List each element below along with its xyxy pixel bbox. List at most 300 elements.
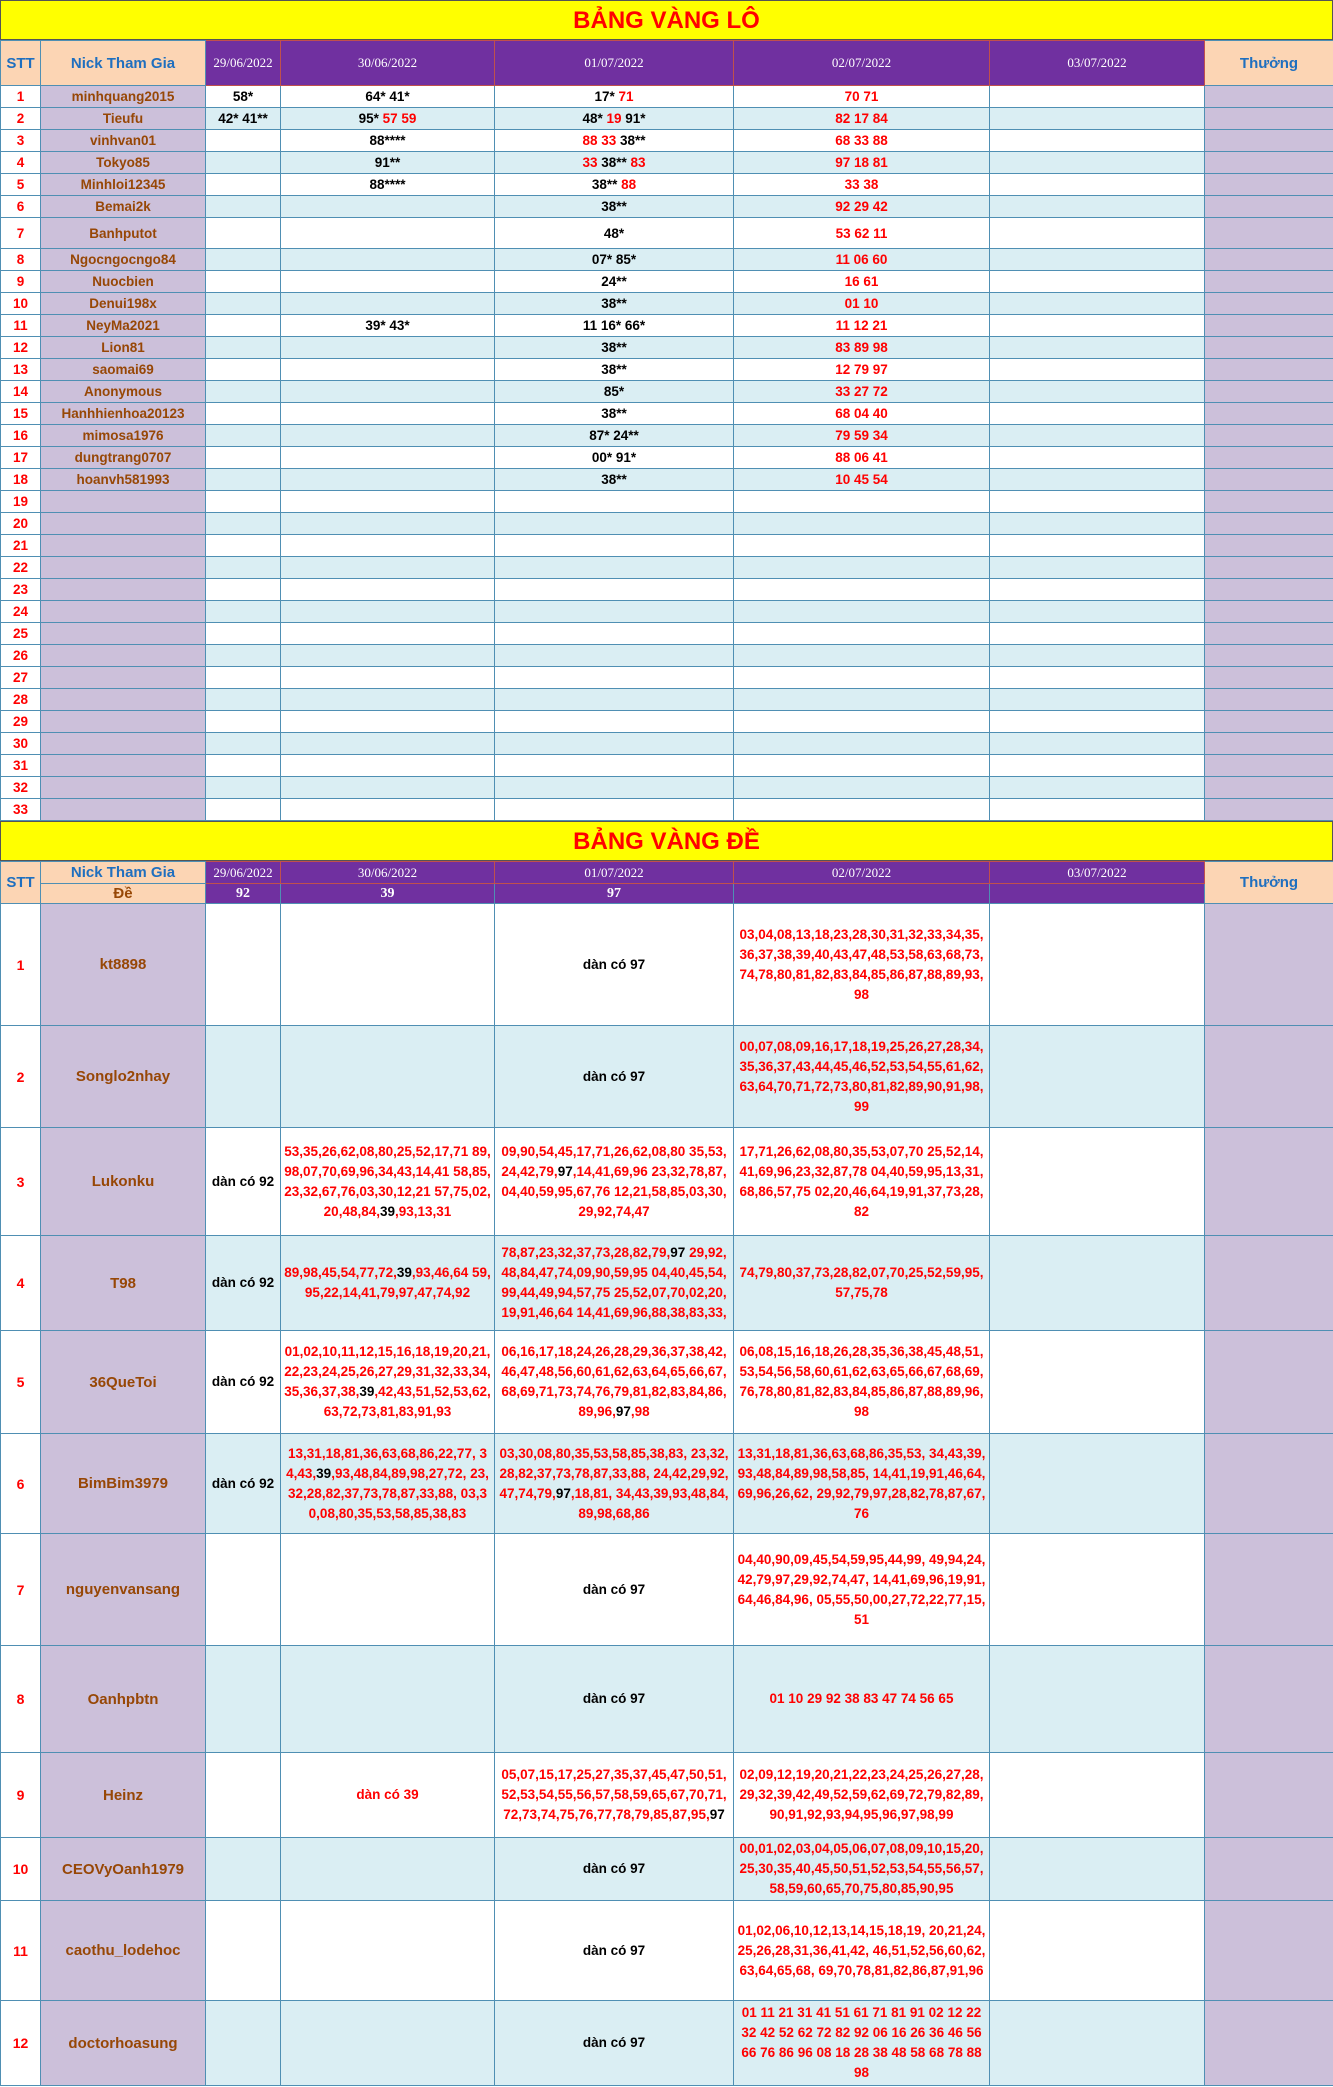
row-number: 3 [1,130,41,152]
prediction-cell [281,1838,495,1901]
row-number: 25 [1,623,41,645]
prediction-cell [281,623,495,645]
prediction-text: 03,04,08,13,18,23,28,30,31,32,33,34,35,36,37,38,39,40,43,47,48,53,58,63,68,73,74,78,80,81,82,83,84,85,86,87,88,89,93,98 [739,926,984,1002]
prediction-cell [281,1753,495,1838]
prediction-cell [734,1646,990,1753]
prediction-cell [990,689,1205,711]
prediction-text: 38** [616,133,646,148]
prediction-cell [990,469,1205,491]
lo-table-row [1,249,1333,271]
reward-cell [1205,667,1333,689]
prediction-cell [281,447,495,469]
lo-header-date: 29/06/2022 [206,41,281,86]
reward-cell [1205,2001,1333,2086]
lo-header-date: 03/07/2022 [990,41,1205,86]
participant-nick: Nuocbien [41,271,206,293]
prediction-cell [206,623,281,645]
prediction-cell [990,1236,1205,1331]
prediction-text: 91** [374,155,401,170]
row-number: 18 [1,469,41,491]
prediction-cell [734,623,990,645]
prediction-text: 92 29 42 [835,199,888,214]
lo-table-row [1,799,1333,821]
prediction-text: 01,02,10,11,12,15,16,18,19,20,21,22,23,24,25,26,27,29,31,32,33,34,35,36,37,38, [284,1344,491,1399]
row-number: 4 [1,1236,41,1331]
prediction-text: 33 [582,155,598,170]
lo-table-row [1,667,1333,689]
participant-nick: Tokyo85 [41,152,206,174]
participant-nick: kt8898 [41,904,206,1026]
prediction-text: dàn có 97 [582,1068,646,1084]
prediction-cell [990,1838,1205,1901]
prediction-cell [206,1434,281,1534]
prediction-text: 78,87,23,32,37,73,28,82,79, [501,1245,671,1260]
prediction-cell [281,799,495,821]
prediction-cell [206,755,281,777]
prediction-cell [734,799,990,821]
prediction-cell [734,293,990,315]
prediction-text: ,93,48,84,89,98,27,72, 23,32,28,82,37,73,78,87,33,88, 03,30,08,80,35,53,58,85,38,83 [288,1465,489,1521]
participant-nick: hoanvh581993 [41,469,206,491]
prediction-cell [990,1534,1205,1646]
participant-nick [41,777,206,799]
de-title: BẢNG VÀNG ĐỀ [0,821,1333,861]
prediction-cell [495,271,734,293]
lo-header-stt: STT [1,41,41,86]
prediction-cell [495,799,734,821]
prediction-cell [495,447,734,469]
participant-nick: Heinz [41,1753,206,1838]
participant-nick: Banhputot [41,218,206,249]
reward-cell [1205,579,1333,601]
prediction-text: 91* [621,111,646,126]
participant-nick [41,689,206,711]
participant-nick: mimosa1976 [41,425,206,447]
prediction-cell [206,152,281,174]
row-number: 17 [1,447,41,469]
de-header-de-label: Đề [41,884,206,904]
lo-table-row [1,315,1333,337]
reward-cell [1205,1901,1333,2001]
prediction-cell [281,2001,495,2086]
prediction-cell [281,513,495,535]
lo-table-row [1,174,1333,196]
reward-cell [1205,711,1333,733]
prediction-text: 87* 24** [589,428,639,443]
prediction-cell [206,381,281,403]
row-number: 1 [1,904,41,1026]
lo-table-row [1,711,1333,733]
reward-cell [1205,1026,1333,1128]
prediction-text: 02,09,12,19,20,21,22,23,24,25,26,27,28,29,32,39,42,49,52,59,62,69,72,79,82,89,90,91,92,93,94,95,96,97,98,99 [739,1767,984,1822]
reward-cell [1205,337,1333,359]
row-number: 13 [1,359,41,381]
prediction-cell [990,904,1205,1026]
prediction-cell [734,359,990,381]
prediction-cell [990,557,1205,579]
prediction-text: 00* 91* [591,450,637,465]
prediction-cell [495,174,734,196]
lo-table-row [1,689,1333,711]
prediction-text: 09,90,54,45,17,71,26,62,08,80 35,53,24,42,79, [501,1143,727,1179]
row-number: 15 [1,403,41,425]
prediction-cell [281,755,495,777]
prediction-text: dàn có 97 [582,2035,646,2050]
prediction-cell [734,218,990,249]
prediction-cell [281,218,495,249]
prediction-cell [281,249,495,271]
prediction-cell [734,904,990,1026]
prediction-text: 95* [358,111,383,126]
prediction-text: 53,35,26,62,08,80,25,52,17,71 89,98,07,70,69,96,34,43,14,41 58,85,23,32,67,76,03,30,12,21 57,75,02,20,48,84, [284,1143,491,1219]
prediction-cell [495,733,734,755]
participant-nick: Anonymous [41,381,206,403]
prediction-cell [281,196,495,218]
row-number: 28 [1,689,41,711]
prediction-text: 01,02,06,10,12,13,14,15,18,19, 20,21,24,25,26,28,31,36,41,42, 46,51,52,56,60,62,63,64,65,68, 69,70,78,81,82,86,87,91,96 [737,1922,986,1978]
prediction-cell [734,337,990,359]
reward-cell [1205,491,1333,513]
prediction-cell [990,447,1205,469]
prediction-cell [495,359,734,381]
participant-nick: nguyenvansang [41,1534,206,1646]
prediction-cell [495,1646,734,1753]
prediction-text: 39 [359,1384,375,1399]
prediction-text: 01 10 [844,296,879,311]
prediction-cell [281,645,495,667]
prediction-text: 38** [601,406,627,421]
prediction-text: 38** [601,472,627,487]
reward-cell [1205,152,1333,174]
prediction-cell [734,249,990,271]
prediction-text: 68 33 88 [835,133,888,148]
row-number: 7 [1,218,41,249]
lo-table [0,40,1333,821]
prediction-text: 17,71,26,62,08,80,35,53,07,70 25,52,14,41,69,96,23,32,87,78 04,40,59,95,13,31,68,86,57,75 02,20,46,64,19,91,37,73,28,82 [739,1143,984,1219]
prediction-cell [495,1434,734,1534]
lo-table-row [1,755,1333,777]
row-number: 30 [1,733,41,755]
prediction-cell [990,86,1205,108]
reward-cell [1205,1128,1333,1236]
prediction-cell [734,557,990,579]
reward-cell [1205,645,1333,667]
reward-cell [1205,755,1333,777]
prediction-cell [495,1236,734,1331]
prediction-text: 19 [606,111,622,126]
prediction-cell [734,152,990,174]
reward-cell [1205,733,1333,755]
reward-cell [1205,271,1333,293]
participant-nick [41,601,206,623]
prediction-cell [495,1026,734,1128]
participant-nick: Tieufu [41,108,206,130]
reward-cell [1205,86,1333,108]
prediction-cell [281,425,495,447]
participant-nick [41,755,206,777]
lo-table-row [1,86,1333,108]
de-table-row [1,904,1333,1026]
row-number: 6 [1,1434,41,1534]
prediction-cell [206,469,281,491]
lo-table-row [1,645,1333,667]
prediction-cell [734,174,990,196]
row-number: 1 [1,86,41,108]
prediction-text: 88**** [369,177,406,192]
de-table [0,861,1333,2086]
prediction-cell [734,130,990,152]
participant-nick: NeyMa2021 [41,315,206,337]
prediction-cell [990,579,1205,601]
prediction-cell [734,601,990,623]
prediction-text: dàn có 97 [582,956,646,972]
prediction-text: 64* 41* [365,89,410,104]
reward-cell [1205,469,1333,491]
prediction-cell [495,403,734,425]
prediction-text: 39 [316,1465,332,1481]
prediction-cell [281,601,495,623]
prediction-cell [990,1646,1205,1753]
prediction-cell [206,513,281,535]
reward-cell [1205,1753,1333,1838]
reward-cell [1205,1646,1333,1753]
prediction-cell [734,491,990,513]
prediction-cell [206,904,281,1026]
prediction-text: dàn có 97 [582,1861,646,1876]
participant-nick: T98 [41,1236,206,1331]
prediction-cell [206,271,281,293]
prediction-text: 38** [601,296,627,311]
lo-table-row [1,623,1333,645]
reward-cell [1205,1838,1333,1901]
prediction-text: dàn có 92 [211,1173,275,1189]
lo-table-row [1,601,1333,623]
participant-nick [41,557,206,579]
lo-table-row [1,469,1333,491]
prediction-cell [734,108,990,130]
prediction-cell [495,904,734,1026]
reward-cell [1205,315,1333,337]
prediction-cell [495,601,734,623]
prediction-cell [990,491,1205,513]
reward-cell [1205,218,1333,249]
prediction-text: 83 [630,155,646,170]
reward-cell [1205,174,1333,196]
prediction-cell [734,513,990,535]
prediction-cell [495,1901,734,2001]
prediction-cell [990,1901,1205,2001]
participant-nick: BimBim3979 [41,1434,206,1534]
prediction-text: 33 38 [844,177,879,192]
prediction-text: ,98 [630,1404,650,1419]
prediction-cell [495,623,734,645]
prediction-cell [734,315,990,337]
prediction-text: 10 45 54 [835,472,888,487]
prediction-cell [495,249,734,271]
prediction-text: 38** [597,155,631,170]
prediction-cell [990,174,1205,196]
prediction-cell [495,1331,734,1434]
prediction-cell [281,1236,495,1331]
participant-nick [41,513,206,535]
prediction-cell [495,1753,734,1838]
prediction-cell [990,601,1205,623]
lo-table-row [1,271,1333,293]
prediction-cell [990,218,1205,249]
prediction-text: 04,40,90,09,45,54,59,95,44,99, 49,94,24,42,79,97,29,92,74,47, 14,41,69,96,19,91,64,46,84,96, 05,55,50,00,27,72,22,77,15,51 [737,1551,986,1627]
prediction-cell [281,535,495,557]
de-table-row [1,1331,1333,1434]
prediction-text: 58* [232,89,254,104]
prediction-cell [281,777,495,799]
prediction-text: 97 [615,1404,631,1419]
prediction-text: 00,07,08,09,16,17,18,19,25,26,27,28,34,35,36,37,43,44,45,46,52,53,54,55,61,62,63,64,70,71,72,73,80,81,82,89,90,91,98,99 [739,1038,984,1114]
de-table-row [1,1901,1333,2001]
de-header-date: 30/06/2022 [281,862,495,884]
prediction-cell [281,1026,495,1128]
prediction-cell [281,359,495,381]
row-number: 19 [1,491,41,513]
reward-cell [1205,447,1333,469]
prediction-cell [281,1646,495,1753]
prediction-cell [206,86,281,108]
prediction-text: 88 06 41 [835,450,888,465]
prediction-text: dàn có 39 [356,1787,419,1802]
prediction-cell [990,152,1205,174]
participant-nick: saomai69 [41,359,206,381]
prediction-text: 38** [601,199,627,214]
prediction-cell [206,1331,281,1434]
prediction-text: 38** [591,177,622,192]
prediction-cell [990,2001,1205,2086]
prediction-cell [206,557,281,579]
prediction-cell [495,777,734,799]
lo-table-row [1,218,1333,249]
prediction-cell [990,1331,1205,1434]
prediction-text: 68 04 40 [835,406,888,421]
prediction-cell [495,425,734,447]
prediction-text: ,93,46,64 59,95,22,14,41,79,97,47,74,92 [304,1265,491,1300]
prediction-cell [206,1901,281,2001]
participant-nick [41,645,206,667]
participant-nick: vinhvan01 [41,130,206,152]
de-header-date: 29/06/2022 [206,862,281,884]
prediction-cell [281,86,495,108]
prediction-cell [734,689,990,711]
prediction-text: 01 10 29 92 38 83 47 74 56 65 [769,1691,954,1706]
lo-header-nick: Nick Tham Gia [41,41,206,86]
prediction-cell [734,711,990,733]
prediction-text: 01 11 21 31 41 51 61 71 81 91 02 12 22 32 42 52 62 72 82 92 06 16 26 36 46 56 66 76 86 96 08 18 28 38 48 58 68 78 88 98 [741,2005,982,2080]
prediction-cell [734,535,990,557]
prediction-cell [206,689,281,711]
de-header-date: 02/07/2022 [734,862,990,884]
row-number: 23 [1,579,41,601]
prediction-cell [990,425,1205,447]
prediction-cell [206,1026,281,1128]
prediction-cell [734,1838,990,1901]
prediction-cell [281,491,495,513]
prediction-text: 97 18 81 [835,155,888,170]
reward-cell [1205,293,1333,315]
prediction-text: ,14,41,69,96 23,32,78,87,04,40,59,95,67,76 12,21,58,85,03,30,29,92,74,47 [501,1163,727,1219]
row-number: 21 [1,535,41,557]
prediction-text: 06,16,17,18,24,26,28,29,36,37,38,42,46,47,48,56,60,61,62,63,64,65,66,67,68,69,71,73,74,76,79,81,82,83,84,86,89,96, [501,1344,727,1419]
participant-nick: Bemai2k [41,196,206,218]
prediction-cell [990,108,1205,130]
reward-cell [1205,249,1333,271]
prediction-cell [990,777,1205,799]
prediction-cell [495,337,734,359]
row-number: 12 [1,2001,41,2086]
prediction-cell [206,579,281,601]
row-number: 32 [1,777,41,799]
reward-cell [1205,557,1333,579]
row-number: 2 [1,1026,41,1128]
prediction-cell [206,1128,281,1236]
prediction-cell [206,667,281,689]
prediction-cell [734,1236,990,1331]
participant-nick: Lion81 [41,337,206,359]
prediction-cell [734,425,990,447]
row-number: 8 [1,1646,41,1753]
de-table-row [1,1838,1333,1901]
prediction-cell [990,645,1205,667]
prediction-text: 71 [618,89,634,104]
prediction-cell [495,491,734,513]
row-number: 14 [1,381,41,403]
prediction-text: dàn có 97 [582,1581,646,1597]
prediction-cell [495,315,734,337]
prediction-text: dàn có 92 [211,1275,275,1290]
row-number: 29 [1,711,41,733]
lo-table-row [1,337,1333,359]
de-table-row [1,1236,1333,1331]
prediction-cell [734,1534,990,1646]
reward-cell [1205,601,1333,623]
prediction-text: 38** [601,340,627,355]
prediction-cell [281,174,495,196]
participant-nick [41,711,206,733]
prediction-cell [281,293,495,315]
prediction-text: ,18,81, 34,43,39,93,48,84,89,98,68,86 [570,1485,729,1521]
reward-cell [1205,196,1333,218]
row-number: 22 [1,557,41,579]
prediction-cell [990,1128,1205,1236]
row-number: 24 [1,601,41,623]
row-number: 11 [1,1901,41,2001]
prediction-cell [206,1753,281,1838]
prediction-cell [990,1753,1205,1838]
prediction-cell [206,1534,281,1646]
participant-nick [41,667,206,689]
prediction-text: 85* [603,384,625,399]
prediction-cell [206,130,281,152]
prediction-cell [281,403,495,425]
row-number: 26 [1,645,41,667]
prediction-cell [206,2001,281,2086]
prediction-cell [734,579,990,601]
row-number: 2 [1,108,41,130]
prediction-text: 89,98,45,54,77,72, [284,1265,397,1280]
prediction-cell [206,315,281,337]
prediction-cell [206,1646,281,1753]
prediction-text: 39* 43* [365,318,410,333]
prediction-cell [206,491,281,513]
reward-cell [1205,513,1333,535]
participant-nick [41,733,206,755]
row-number: 33 [1,799,41,821]
